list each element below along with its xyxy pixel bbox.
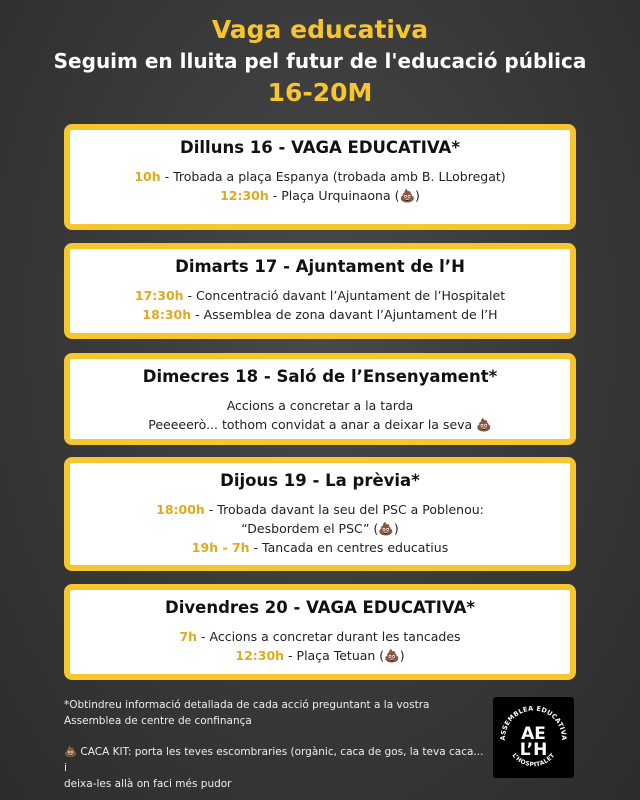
footnote <box>64 697 464 729</box>
logo-top-text: ASSEMBLEA EDUCATIVA <box>498 704 569 741</box>
event-text: - Plaça Tetuan (💩) <box>284 648 405 663</box>
logo-bottom-text: L’HOSPITALET <box>510 752 557 769</box>
day-card-tuesday <box>64 243 576 339</box>
day-card-wednesday <box>64 353 576 445</box>
event-line <box>70 646 570 665</box>
event-time: 7h <box>179 629 198 644</box>
event-line: “Desbordem el PSC” (💩) <box>241 521 399 536</box>
logo-graphic <box>493 697 574 778</box>
day-card-friday <box>64 584 576 680</box>
event-time: 12:30h <box>220 188 269 203</box>
event-text: - Tancada en centres educatius <box>249 540 449 555</box>
logo-letters-lh: L’H <box>519 740 548 760</box>
caca-kit-line: deixa-les allà on faci més pudor <box>64 778 232 790</box>
event-line: Peeeeerò... tothom convidat a anar a deixar la seva 💩 <box>148 417 492 432</box>
event-text: - Accions a concretar durant les tancades <box>197 629 461 644</box>
footnote-line: *Obtindreu informació detallada de cada acció preguntant a la vostra <box>64 699 430 711</box>
day-title: Divendres 20 - VAGA EDUCATIVA* <box>165 598 475 617</box>
poster-dates: 16-20M <box>267 78 373 107</box>
event-line <box>70 538 570 557</box>
event-text: - Assemblea de zona davant l’Ajuntament de l’H <box>191 307 498 322</box>
caca-kit-line: 💩 CACA KIT: porta les teves escombraries (orgànic, caca de gos, la teva caca... i <box>64 746 484 774</box>
event-line <box>70 167 570 186</box>
event-line <box>70 186 570 205</box>
event-line <box>70 286 570 305</box>
assembly-logo <box>493 697 574 778</box>
day-card-monday <box>64 124 576 230</box>
event-line <box>70 627 570 646</box>
day-title: Dimecres 18 - Saló de l’Ensenyament* <box>142 367 498 386</box>
poster-subtitle: Seguim en lluita pel futur de l'educació pública <box>53 49 587 73</box>
day-card-thursday <box>64 457 576 571</box>
day-title: Dimarts 17 - Ajuntament de l’H <box>175 257 465 276</box>
event-text: - Plaça Urquinaona (💩) <box>268 188 420 203</box>
footnote-line: Assemblea de centre de confinança <box>64 715 252 727</box>
event-text: - Concentració davant l’Ajuntament de l’Hospitalet <box>183 288 506 303</box>
event-time: 18:00h <box>156 502 205 517</box>
poster-title: Vaga educativa <box>211 15 429 44</box>
event-time: 19h - 7h <box>191 540 250 555</box>
event-text: - Trobada davant la seu del PSC a Poblenou: <box>204 502 484 517</box>
header <box>0 0 640 110</box>
event-line <box>70 305 570 324</box>
event-text: - Trobada a plaça Espanya (trobada amb B. LLobregat) <box>160 169 506 184</box>
day-title: Dilluns 16 - VAGA EDUCATIVA* <box>180 138 460 157</box>
logo-letters-ae: AE <box>521 724 546 744</box>
event-time: 18:30h <box>142 307 192 322</box>
event-time: 17:30h <box>134 288 184 303</box>
caca-kit-note <box>64 744 484 792</box>
event-time: 12:30h <box>235 648 285 663</box>
event-line <box>70 500 570 519</box>
event-time: 10h <box>134 169 161 184</box>
event-line: Accions a concretar a la tarda <box>226 398 414 413</box>
day-title: Dijous 19 - La prèvia* <box>220 471 420 490</box>
